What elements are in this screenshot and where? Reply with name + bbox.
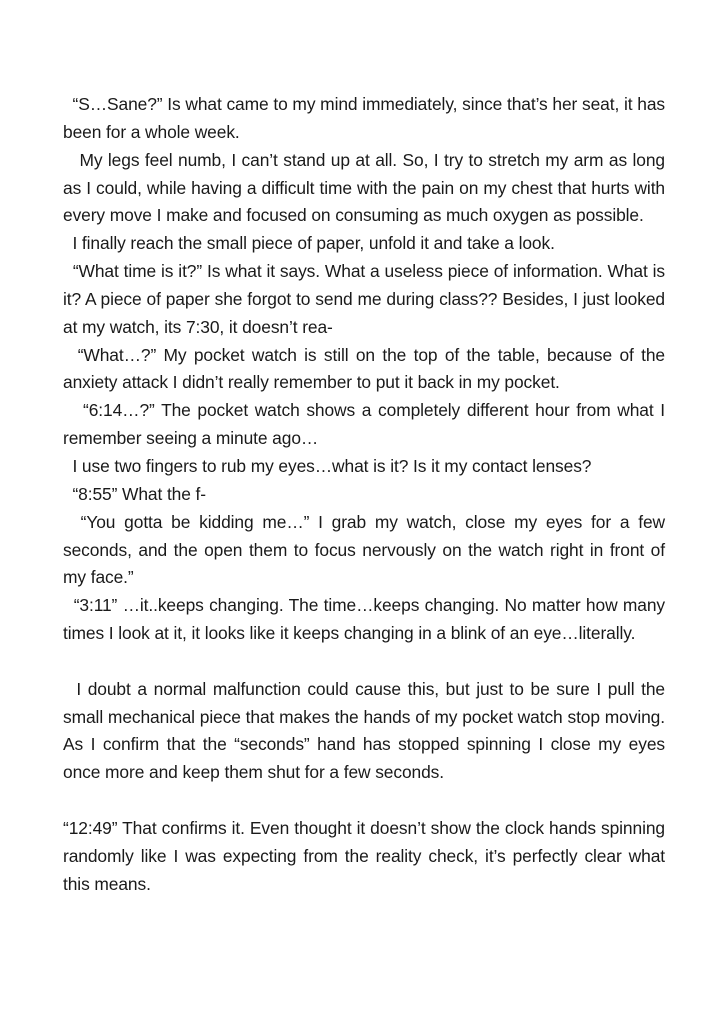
paragraph-pocket-watch: “What…?” My pocket watch is still on the top of the table, because of the anxiety attack I didn’t really remember to put it back in my pocket. — [63, 344, 665, 393]
paragraph-what-time: “What time is it?” Is what it says. What a useless piece of information. What is it? A piece of paper she forgot to send me during class?? Besides, I just looked at my watch, its 7:30, it doesn’t rea- — [63, 261, 665, 337]
paragraph-sane: “S…Sane?” Is what came to my mind immediately, since that’s her seat, it has been for a whole week. — [63, 94, 665, 142]
paragraph-malfunction: I doubt a normal malfunction could cause this, but just to be sure I pull the small mechanical piece that makes the hands of my pocket watch stop moving. As I confirm that the “seconds” hand has stopped spinning I close my eyes once more and keep them shut for a few seconds. — [63, 678, 665, 783]
paragraph-spacer — [63, 787, 665, 815]
paragraph-three-eleven: “3:11” …it..keeps changing. The time…keeps changing. No matter how many times I look at it, it looks like it keeps changing in a blink of an eye…literally. — [63, 595, 665, 644]
paragraph-rub-eyes: I use two fingers to rub my eyes…what is it? Is it my contact lenses? — [63, 455, 592, 476]
paragraph-reach-paper: I finally reach the small piece of paper, unfold it and take a look. — [63, 233, 555, 254]
paragraph-kidding-me: “You gotta be kidding me…” I grab my watch, close my eyes for a few seconds, and the open them to focus nervously on the watch right in front of my face.” — [63, 511, 665, 588]
paragraph-eight-fifty-five: “8:55” What the f- — [63, 483, 206, 504]
paragraph-legs-numb: My legs feel numb, I can’t stand up at all. So, I try to stretch my arm as long as I could, while having a difficult time with the pain on my chest that hurts with every move I make and focused on consuming as much oxygen as possible. — [63, 149, 665, 226]
paragraph-spacer — [63, 648, 665, 676]
paragraph-six-fourteen: “6:14…?” The pocket watch shows a completely different hour from what I remember seeing a minute ago… — [63, 400, 665, 449]
document-page — [63, 91, 665, 898]
paragraph-twelve-forty-nine: “12:49” That confirms it. Even thought it doesn’t show the clock hands spinning randomly like I was expecting from the reality check, it’s perfectly clear what this means. — [63, 817, 665, 894]
